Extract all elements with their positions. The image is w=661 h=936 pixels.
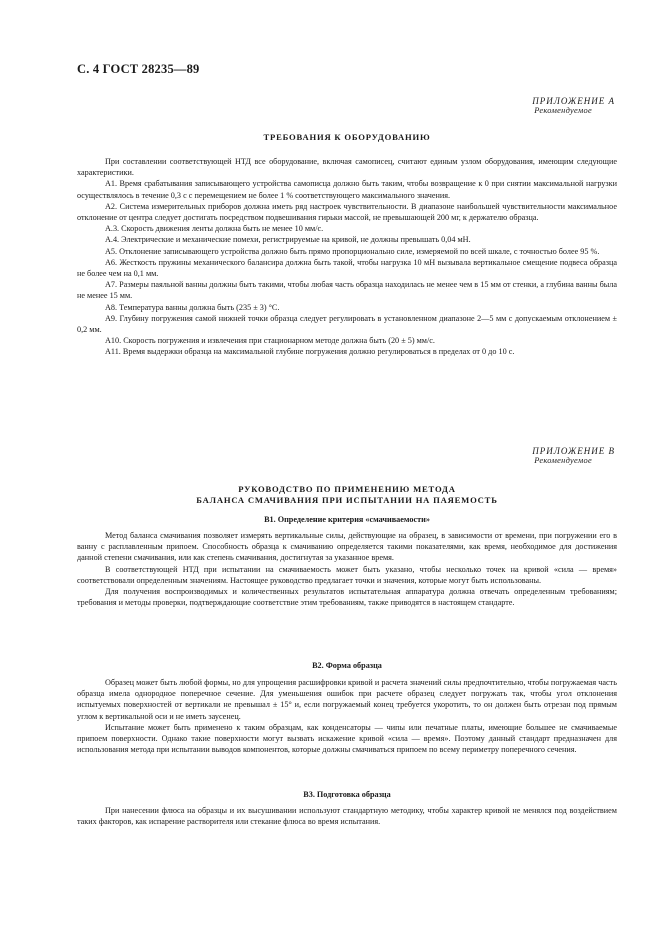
paragraph-b1-1: Метод баланса смачивания позволяет измерять вертикальные силы, действующие на образец, в зависимости от времени, при погружении его в ванну с расплавленным припоем. Способность образца к смачиванию определяется такими показателями, как время, необходимое для достижения данной степени смачивания, или как степень смачивания, достигнутая за указанное время. [77,531,617,563]
appendix-a-label-block [532,96,615,115]
paragraph-b1-2: В соответствующей НТД при испытании на смачиваемость может быть указано, чтобы несколько точек на кривой «сила — время» соответствовали определенным значениям. Настоящее руководство предлагает точки и значения, которые могут быть использованы. [77,564,617,585]
appendix-a-title: ТРЕБОВАНИЯ К ОБОРУДОВАНИЮ [263,132,431,142]
appendix-b-note: Рекомендуемое [534,456,592,465]
paragraph-a6: А6. Жесткость пружины механического балансира должна быть такой, чтобы нагрузка 10 мН вызывала вертикальное смещение подвеса образца не более чем на 0,1 мм. [77,257,617,279]
paragraph-a5: А5. Отклонение записывающего устройства должно быть прямо пропорционально силе, измеряемой по всей шкале, с точностью более 95 %. [105,246,600,256]
section-b1-body [77,530,617,608]
paragraph-a7: А7. Размеры паяльной ванны должны быть такими, чтобы любая часть образца находилась не менее чем в 15 мм от стенки, а глубина ванны была не менее 15 мм. [77,280,617,301]
paragraph-a3: А.3. Скорость движения ленты должна быть не менее 10 мм/с. [105,224,324,234]
paragraph-a10: А10. Скорость погружения и извлечения при стационарном методе должна быть (20 ± 5) мм/с. [105,336,435,346]
paragraph-b2-1: Образец может быть любой формы, но для упрощения расшифровки кривой и расчета значений силы предпочтительно, чтобы погружаемая часть образца имела однородное поперечное сечение. Для уменьшения ошибок при расчете образец следует погружать так, чтобы угол отклонения испытуемых поверхностей от вертикали не превышал ± 15° и, если погружаемый конец требуется укоротить, то он должен быть отрезан под прямым углом к вертикальной оси и не иметь заусенец. [77,678,617,721]
paragraph-a4: А.4. Электрические и механические помехи, регистрируемые на кривой, не должны превышать 0,04 мН. [105,235,471,245]
paragraph-a1: А1. Время срабатывания записывающего устройства самописца должно быть таким, чтобы возвращение к 0 при снятии максимальной нагрузки осуществлялось в течение 0,3 с с перемещением не более 1 % соответствующего максимального значения. [77,179,617,200]
paragraph-b2-2: Испытание может быть применено к таким образцам, как конденсаторы — чипы или печатные платы, имеющие большее не смачиваемые припоем поверхности. Однако такие поверхности могут вызвать искажение кривой «сила — время». Поэтому данный стандарт предназначен для использования метода при испытании выводов компонентов, которые должны смачиваться припоем по всему периметру поперечного сечения. [77,722,617,755]
paragraph-a8: А8. Температура ванны должна быть (235 ± 3) °С. [105,302,280,312]
paragraph-a9: А9. Глубину погружения самой нижней точки образца следует регулировать в установленном диапазоне 2—5 мм с допускаемым отклонением ± 0,2 мм. [77,313,617,335]
appendix-b-title-line2: БАЛАНСА СМАЧИВАНИЯ ПРИ ИСПЫТАНИИ НА ПАЯЕМОСТЬ [196,495,498,505]
appendix-b-label: ПРИЛОЖЕНИЕ В [532,446,615,456]
paragraph-b3-1: При нанесении флюса на образцы и их высушивании используют стандартную методику, чтобы характер кривой не менялся под воздействием таких факторов, как испарение растворителя или стекание флюса во время испытания. [77,806,617,827]
appendix-a-label: ПРИЛОЖЕНИЕ А [532,96,615,106]
section-b3-title: В3. Подготовка образца [303,790,391,799]
appendix-a-note: Рекомендуемое [534,106,592,115]
appendix-b-title-line1: РУКОВОДСТВО ПО ПРИМЕНЕНИЮ МЕТОДА [238,484,456,494]
paragraph-b1-3: Для получения воспроизводимых и количественных результатов испытательная аппаратура должна отвечать определенным требованиям; требования и методы проверки, подтверждающие соответствие этим требованиям, также приводятся в настоящем стандарте. [77,587,617,608]
appendix-a-body [77,156,617,358]
section-b2-title: В2. Форма образца [312,661,382,670]
section-b2-body [77,677,617,755]
paragraph-a11: А11. Время выдержки образца на максимальной глубине погружения должно регулироваться в пределах от 0 до 10 с. [105,347,515,357]
appendix-b-label-block [532,446,615,465]
appendix-b-title [77,484,617,506]
paragraph-intro: При составлении соответствующей НТД все оборудование, включая самописец, считают единым узлом оборудования, имеющим следующие характеристики. [77,157,617,178]
section-b3-body [77,805,617,827]
page-header: С. 4 ГОСТ 28235—89 [77,62,200,76]
paragraph-a2: А2. Система измерительных приборов должна иметь ряд настроек чувствительности. В диапазоне наибольшей чувствительности максимальное отклонение от центра следует достигать посредством подвешивания гирьки массой, не превышающей 200 мг, к держателю образца. [77,201,617,223]
section-b1-title: В1. Определение критерия «смачиваемости» [264,515,430,524]
